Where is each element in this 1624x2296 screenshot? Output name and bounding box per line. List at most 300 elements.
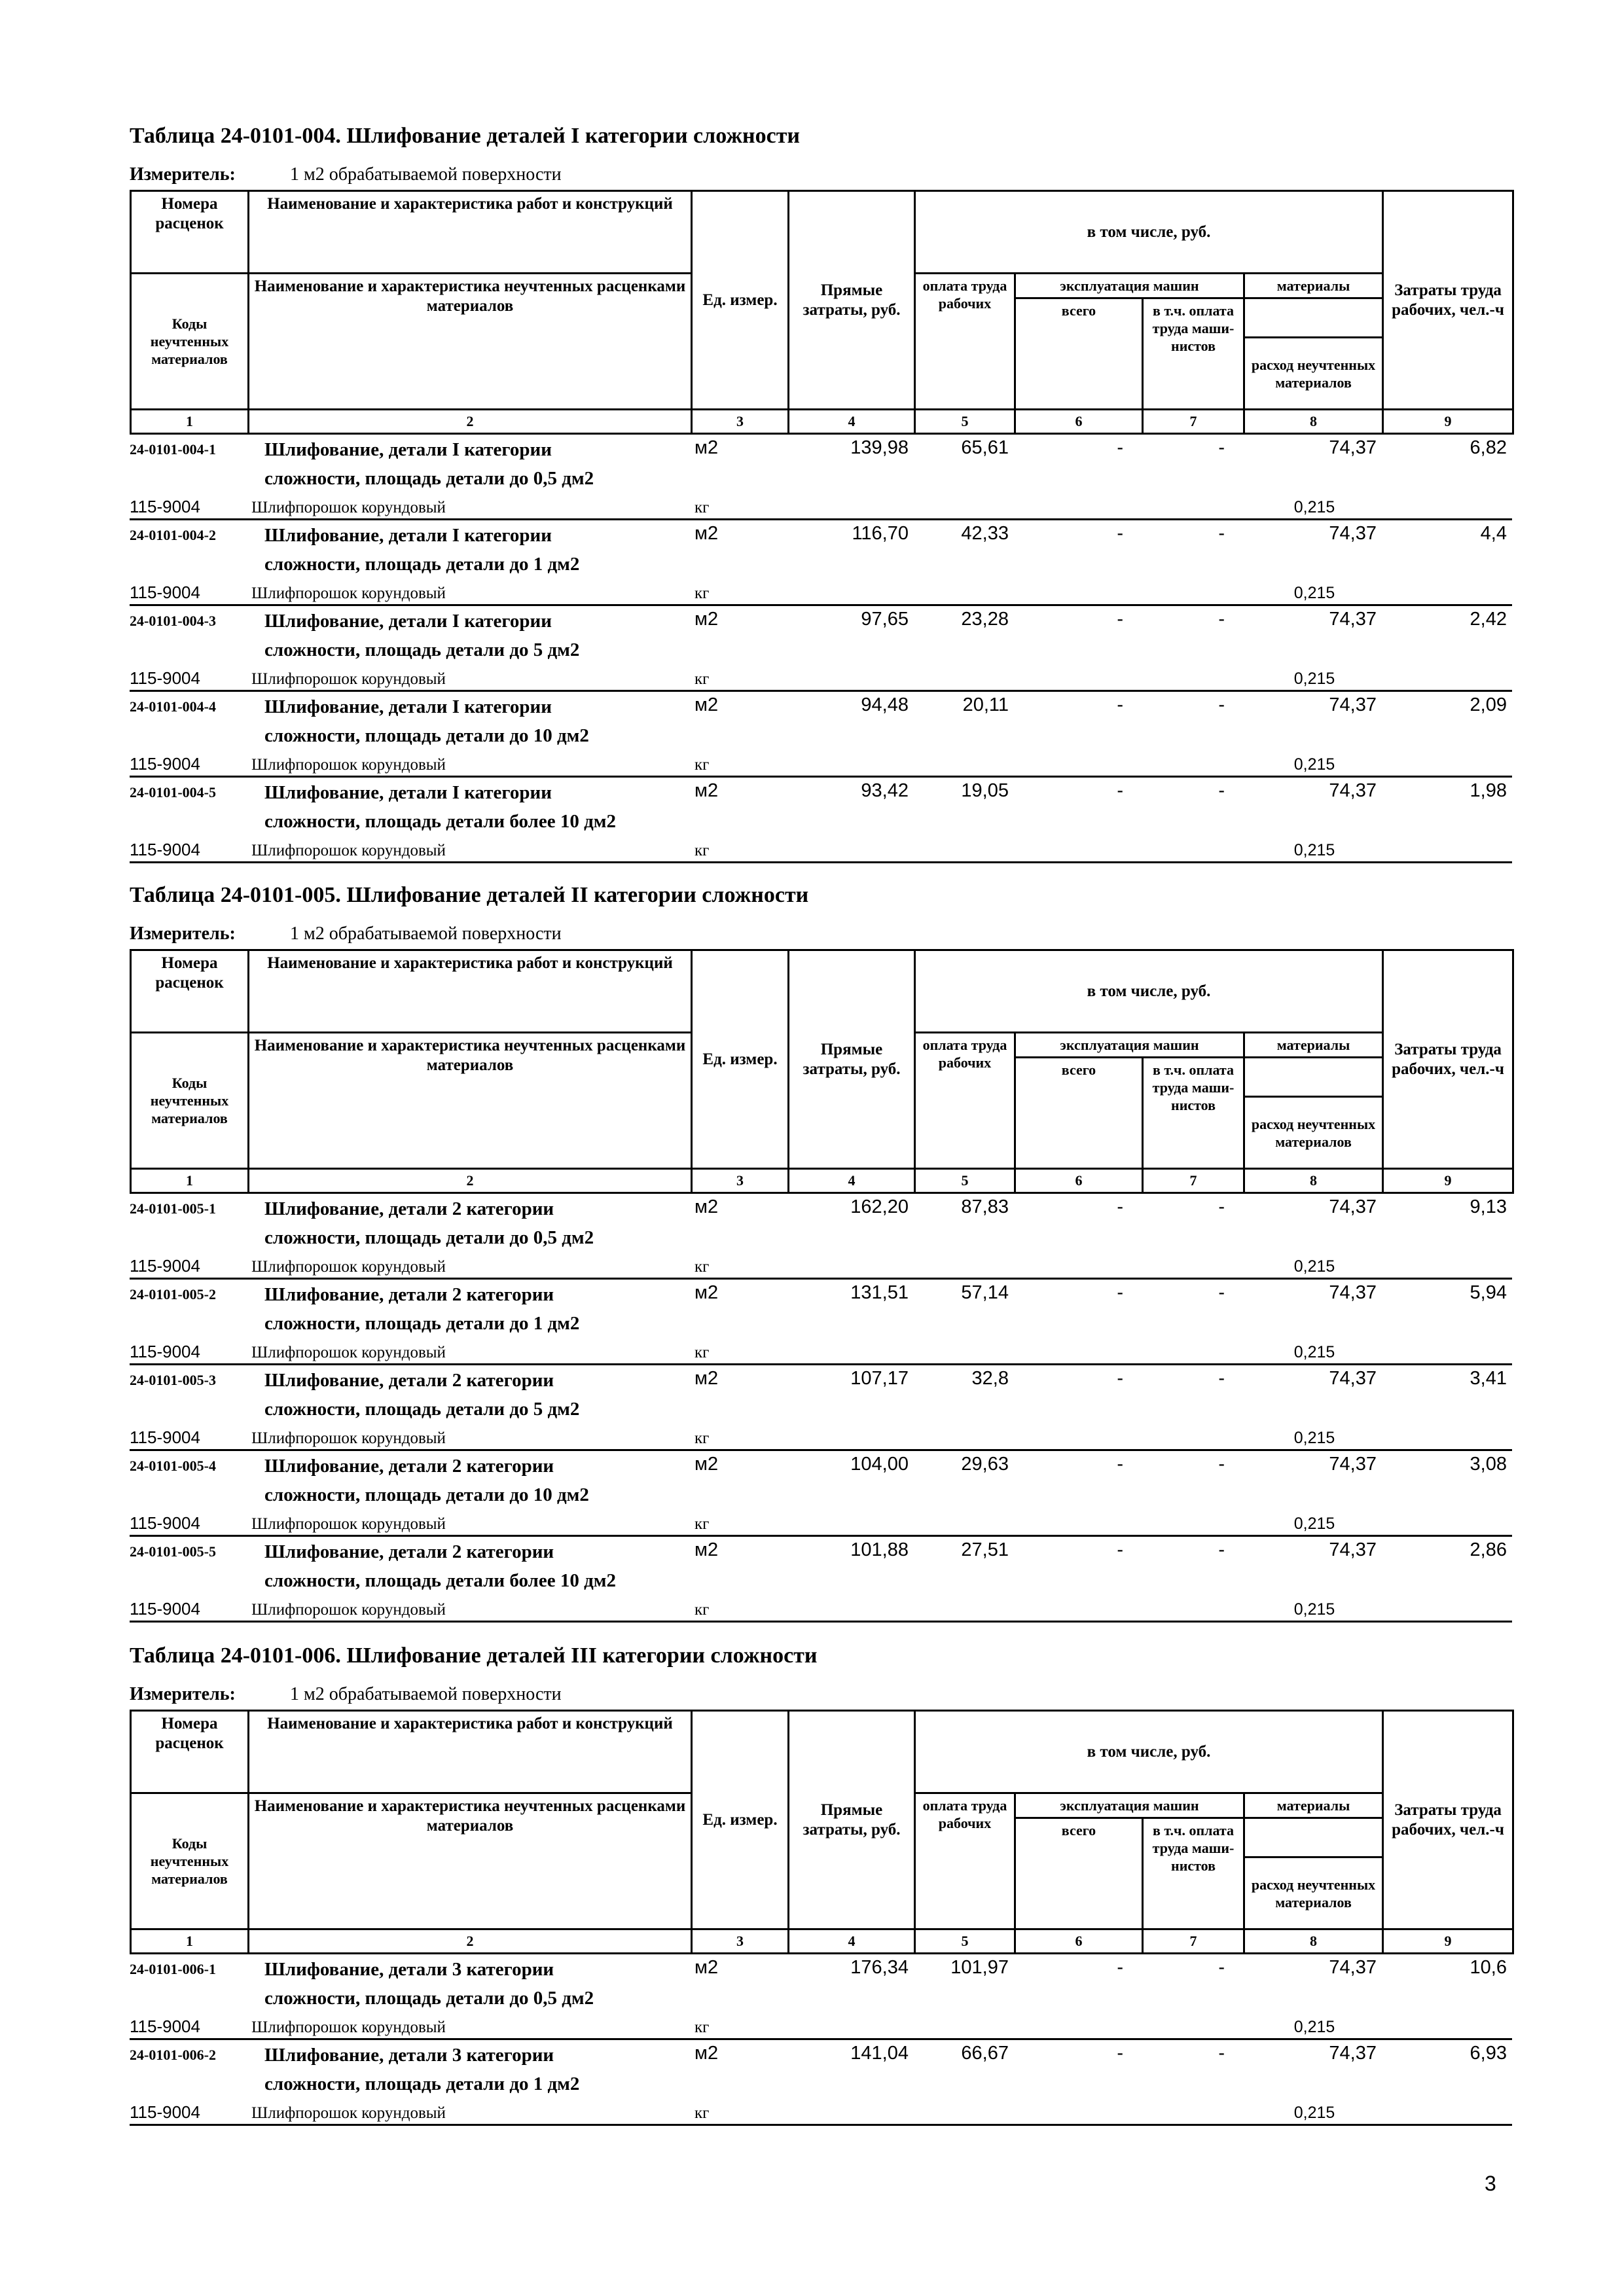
material-row: [130, 1422, 1512, 1450]
empty-cell: [1382, 1593, 1512, 1622]
material-code: 115-9004: [130, 1422, 247, 1450]
materials-cost: 74,37: [1329, 780, 1377, 801]
work-name-line1: Шлифование, детали I категории: [264, 611, 552, 632]
machines-total: -: [1117, 1957, 1123, 1978]
rate-code: 24-0101-004-2: [130, 527, 216, 543]
table-row: [130, 1536, 1512, 1570]
hdr-materialy-gap: [1244, 1058, 1383, 1097]
work-name-line1: Шлифование, детали I категории: [264, 782, 552, 803]
hdr-vsego: всего: [1015, 1818, 1143, 1929]
material-unit: кг: [691, 834, 787, 863]
empty-cell: [914, 1570, 1512, 1593]
hdr-kody: Коды неучтенных материалов: [131, 1793, 249, 1929]
material-unit: кг: [691, 1336, 787, 1365]
table-row-cont: [130, 725, 1512, 748]
empty-cell: [130, 2073, 247, 2096]
empty-cell: [787, 1250, 1243, 1279]
work-name-line1: Шлифование, детали I категории: [264, 525, 552, 546]
table-row: [130, 1365, 1512, 1399]
material-code: 115-9004: [130, 2011, 247, 2039]
material-code: 115-9004: [130, 662, 247, 691]
direct-costs: 139,98: [850, 437, 909, 458]
table-row: [130, 1954, 1512, 1987]
hdr-vsego: всего: [1015, 298, 1143, 410]
hdr-col-num: 5: [915, 1169, 1015, 1193]
machinists-pay: -: [1218, 523, 1225, 544]
empty-cell: [914, 1398, 1512, 1422]
material-qty: 0,215: [1243, 2011, 1382, 2039]
material-qty: 0,215: [1243, 748, 1382, 777]
direct-costs: 93,42: [861, 780, 909, 801]
empty-cell: [130, 1398, 247, 1422]
materials-cost: 74,37: [1329, 1454, 1377, 1475]
work-name-line1: Шлифование, детали 2 категории: [264, 1284, 554, 1305]
material-unit: кг: [691, 1593, 787, 1622]
labor-hours: 2,09: [1470, 694, 1507, 715]
empty-cell: [787, 1593, 1243, 1622]
hdr-materialy: материалы: [1244, 1033, 1383, 1058]
rate-code: 24-0101-005-2: [130, 1286, 216, 1302]
machines-total: -: [1117, 437, 1123, 458]
empty-cell: [130, 1987, 247, 2011]
hdr-col-num: 9: [1383, 410, 1513, 434]
direct-costs: 97,65: [861, 609, 909, 630]
material-unit: кг: [691, 662, 787, 691]
empty-cell: [914, 467, 1512, 491]
measure-label: Измеритель:: [130, 924, 236, 944]
empty-cell: [130, 1484, 247, 1507]
machines-total: -: [1117, 2043, 1123, 2064]
hdr-col-num: 9: [1383, 1929, 1513, 1954]
empty-cell: [130, 553, 247, 577]
empty-cell: [914, 1312, 1512, 1336]
material-qty: 0,215: [1243, 491, 1382, 520]
hdr-ed: Ед. измер.: [692, 950, 789, 1169]
labor-pay: 101,97: [950, 1957, 1009, 1978]
work-name-line2: сложности, площадь детали до 10 дм2: [264, 1484, 589, 1505]
material-code: 115-9004: [130, 577, 247, 605]
labor-pay: 87,83: [961, 1196, 1009, 1217]
rate-code: 24-0101-004-5: [130, 784, 216, 800]
machinists-pay: -: [1218, 437, 1225, 458]
material-qty: 0,215: [1243, 1507, 1382, 1536]
machinists-pay: -: [1218, 609, 1225, 630]
empty-cell: [130, 1227, 247, 1250]
hdr-ekspluat: эксплуатация машин: [1015, 1793, 1244, 1818]
empty-cell: [1382, 662, 1512, 691]
table-block-006: [130, 1643, 1512, 2126]
table-row: [130, 435, 1512, 467]
table-header: [130, 1710, 1514, 1954]
empty-cell: [914, 725, 1512, 748]
table-row-cont: [130, 1987, 1512, 2011]
material-code: 115-9004: [130, 1250, 247, 1279]
direct-costs: 94,48: [861, 694, 909, 715]
machines-total: -: [1117, 780, 1123, 801]
material-name: Шлифпорошок корундовый: [247, 1422, 691, 1450]
rate-code: 24-0101-005-3: [130, 1372, 216, 1388]
work-name-line2: сложности, площадь детали более 10 дм2: [264, 811, 616, 832]
hdr-vtch: в т.ч. оплата труда маши- нистов: [1143, 1818, 1244, 1929]
empty-cell: [787, 577, 1243, 605]
hdr-col-num: 4: [789, 1169, 915, 1193]
unit: м2: [695, 1282, 719, 1303]
table-row-cont: [130, 1398, 1512, 1422]
table-title: Таблица 24-0101-005. Шлифование деталей II категории сложности: [130, 883, 809, 907]
work-name-line1: Шлифование, детали 2 категории: [264, 1456, 554, 1477]
material-qty: 0,215: [1243, 662, 1382, 691]
hdr-naim-rabot: Наименование и характеристика работ и конструкций: [249, 191, 692, 274]
rate-code: 24-0101-005-5: [130, 1543, 216, 1560]
table-title: Таблица 24-0101-004. Шлифование деталей I категории сложности: [130, 124, 801, 148]
machinists-pay: -: [1218, 1539, 1225, 1560]
table-row: [130, 520, 1512, 554]
empty-cell: [787, 491, 1243, 520]
material-code: 115-9004: [130, 2096, 247, 2125]
rate-code: 24-0101-005-4: [130, 1458, 216, 1474]
material-row: [130, 1593, 1512, 1622]
hdr-materialy-gap: [1244, 1818, 1383, 1857]
hdr-col-num: 8: [1244, 410, 1383, 434]
table-rows: [130, 1194, 1512, 1623]
table-row: [130, 691, 1512, 725]
material-code: 115-9004: [130, 748, 247, 777]
labor-pay: 27,51: [961, 1539, 1009, 1560]
empty-cell: [1382, 491, 1512, 520]
machines-total: -: [1117, 1282, 1123, 1303]
machines-total: -: [1117, 609, 1123, 630]
material-row: [130, 2011, 1512, 2039]
empty-cell: [914, 639, 1512, 662]
empty-cell: [1382, 577, 1512, 605]
empty-cell: [787, 2096, 1243, 2125]
rate-code: 24-0101-006-2: [130, 2047, 216, 2063]
material-row: [130, 662, 1512, 691]
table-header: [130, 949, 1514, 1194]
hdr-v-tom-chisle: в том числе, руб.: [915, 950, 1383, 1033]
material-code: 115-9004: [130, 1593, 247, 1622]
material-row: [130, 834, 1512, 863]
machines-total: -: [1117, 1539, 1123, 1560]
work-name-line2: сложности, площадь детали до 0,5 дм2: [264, 1227, 594, 1248]
empty-cell: [914, 553, 1512, 577]
table-rows: [130, 1954, 1512, 2126]
labor-pay: 42,33: [961, 523, 1009, 544]
unit: м2: [695, 1957, 719, 1978]
unit: м2: [695, 1196, 719, 1217]
work-name-line1: Шлифование, детали 3 категории: [264, 1959, 554, 1980]
table-row-cont: [130, 1484, 1512, 1507]
direct-costs: 104,00: [850, 1454, 909, 1475]
material-name: Шлифпорошок корундовый: [247, 662, 691, 691]
rate-code: 24-0101-006-1: [130, 1961, 216, 1977]
empty-cell: [914, 1484, 1512, 1507]
hdr-naim-mat: Наименование и характеристика неучтенных расценками материалов: [249, 274, 692, 410]
material-code: 115-9004: [130, 1336, 247, 1365]
material-unit: кг: [691, 2096, 787, 2125]
labor-hours: 9,13: [1470, 1196, 1507, 1217]
empty-cell: [914, 2073, 1512, 2096]
hdr-materialy: материалы: [1244, 1793, 1383, 1818]
hdr-ed: Ед. измер.: [692, 191, 789, 410]
rate-code: 24-0101-004-3: [130, 613, 216, 629]
material-name: Шлифпорошок корундовый: [247, 1593, 691, 1622]
hdr-col-num: 1: [131, 1169, 249, 1193]
hdr-col-num: 7: [1143, 410, 1244, 434]
empty-cell: [1382, 748, 1512, 777]
material-row: [130, 491, 1512, 520]
direct-costs: 176,34: [850, 1957, 909, 1978]
table-row: [130, 2039, 1512, 2073]
table-rows: [130, 435, 1512, 863]
empty-cell: [130, 467, 247, 491]
labor-pay: 20,11: [962, 694, 1009, 715]
labor-hours: 4,4: [1480, 523, 1507, 544]
work-name-line1: Шлифование, детали 2 категории: [264, 1541, 554, 1562]
hdr-vtch: в т.ч. оплата труда маши- нистов: [1143, 1058, 1244, 1169]
table-row-cont: [130, 639, 1512, 662]
empty-cell: [1382, 2096, 1512, 2125]
hdr-col-num: 3: [692, 410, 789, 434]
material-qty: 0,215: [1243, 2096, 1382, 2125]
materials-cost: 74,37: [1329, 2043, 1377, 2064]
material-unit: кг: [691, 1507, 787, 1536]
measure-line: [130, 1683, 1512, 1710]
machinists-pay: -: [1218, 2043, 1225, 2064]
table-block-005: [130, 882, 1512, 1623]
direct-costs: 131,51: [850, 1282, 909, 1303]
hdr-pryamye: Прямые затраты, руб.: [789, 950, 915, 1169]
table-row: [130, 777, 1512, 811]
empty-cell: [914, 810, 1512, 834]
table-row: [130, 1279, 1512, 1313]
hdr-oplata: оплата труда рабочих: [915, 1793, 1015, 1929]
direct-costs: 107,17: [850, 1368, 909, 1389]
work-name-line1: Шлифование, детали I категории: [264, 696, 552, 717]
empty-cell: [1382, 1507, 1512, 1536]
hdr-naim-mat: Наименование и характеристика неучтенных расценками материалов: [249, 1033, 692, 1169]
material-unit: кг: [691, 491, 787, 520]
empty-cell: [130, 639, 247, 662]
direct-costs: 116,70: [852, 523, 909, 544]
materials-cost: 74,37: [1329, 1196, 1377, 1217]
material-code: 115-9004: [130, 1507, 247, 1536]
table-row-cont: [130, 810, 1512, 834]
work-name-line2: сложности, площадь детали более 10 дм2: [264, 1570, 616, 1591]
machinists-pay: -: [1218, 780, 1225, 801]
materials-cost: 74,37: [1329, 523, 1377, 544]
material-name: Шлифпорошок корундовый: [247, 577, 691, 605]
hdr-rashod: расход неучтенных материалов: [1244, 1857, 1383, 1929]
materials-cost: 74,37: [1329, 609, 1377, 630]
hdr-materialy-gap: [1244, 298, 1383, 338]
empty-cell: [914, 1227, 1512, 1250]
hdr-col-num: 2: [249, 410, 692, 434]
work-name-line2: сложности, площадь детали до 0,5 дм2: [264, 1988, 594, 2009]
materials-cost: 74,37: [1329, 1368, 1377, 1389]
material-row: [130, 577, 1512, 605]
labor-pay: 23,28: [961, 609, 1009, 630]
unit: м2: [695, 780, 719, 801]
hdr-rashod: расход неучтенных материалов: [1244, 1097, 1383, 1169]
hdr-kody: Коды неучтенных материалов: [131, 274, 249, 410]
work-name-line1: Шлифование, детали I категории: [264, 439, 552, 460]
work-name-line1: Шлифование, детали 2 категории: [264, 1198, 554, 1219]
labor-hours: 2,86: [1470, 1539, 1507, 1560]
empty-cell: [130, 1570, 247, 1593]
machinists-pay: -: [1218, 694, 1225, 715]
hdr-vsego: всего: [1015, 1058, 1143, 1169]
materials-cost: 74,37: [1329, 1539, 1377, 1560]
work-name-line2: сложности, площадь детали до 1 дм2: [264, 1313, 580, 1334]
direct-costs: 141,04: [850, 2043, 909, 2064]
labor-pay: 57,14: [961, 1282, 1009, 1303]
material-code: 115-9004: [130, 491, 247, 520]
work-name-line2: сложности, площадь детали до 10 дм2: [264, 725, 589, 746]
rate-code: 24-0101-005-1: [130, 1200, 216, 1217]
direct-costs: 101,88: [850, 1539, 909, 1560]
rate-code: 24-0101-004-4: [130, 698, 216, 715]
material-unit: кг: [691, 1250, 787, 1279]
empty-cell: [787, 662, 1243, 691]
empty-cell: [787, 1507, 1243, 1536]
measure-line: [130, 923, 1512, 949]
table-row: [130, 1450, 1512, 1484]
hdr-oplata: оплата труда рабочих: [915, 1033, 1015, 1169]
labor-hours: 10,6: [1470, 1957, 1507, 1978]
hdr-ekspluat: эксплуатация машин: [1015, 1033, 1244, 1058]
material-name: Шлифпорошок корундовый: [247, 1507, 691, 1536]
empty-cell: [1382, 834, 1512, 863]
hdr-pryamye: Прямые затраты, руб.: [789, 191, 915, 410]
unit: м2: [695, 1539, 719, 1560]
empty-cell: [787, 2011, 1243, 2039]
material-name: Шлифпорошок корундовый: [247, 1250, 691, 1279]
hdr-naim-rabot: Наименование и характеристика работ и конструкций: [249, 950, 692, 1033]
empty-cell: [130, 810, 247, 834]
work-name-line2: сложности, площадь детали до 5 дм2: [264, 1399, 580, 1420]
hdr-pryamye: Прямые затраты, руб.: [789, 1711, 915, 1929]
material-qty: 0,215: [1243, 1422, 1382, 1450]
table-row-cont: [130, 1312, 1512, 1336]
hdr-col-num: 6: [1015, 1929, 1143, 1954]
table-row-cont: [130, 467, 1512, 491]
hdr-ekspluat: эксплуатация машин: [1015, 274, 1244, 298]
machines-total: -: [1117, 1454, 1123, 1475]
material-qty: 0,215: [1243, 1250, 1382, 1279]
hdr-col-num: 9: [1383, 1169, 1513, 1193]
hdr-col-num: 2: [249, 1929, 692, 1954]
machinists-pay: -: [1218, 1368, 1225, 1389]
table-row-cont: [130, 1570, 1512, 1593]
material-name: Шлифпорошок корундовый: [247, 748, 691, 777]
table-block-004: [130, 123, 1512, 863]
material-unit: кг: [691, 748, 787, 777]
measure-value: 1 м2 обрабатываемой поверхности: [290, 924, 562, 944]
empty-cell: [1382, 1250, 1512, 1279]
hdr-col-num: 6: [1015, 410, 1143, 434]
material-row: [130, 1250, 1512, 1279]
hdr-nomera: Номера расценок: [131, 1711, 249, 1793]
hdr-zatraty: Затраты труда рабочих, чел.-ч: [1383, 1711, 1513, 1929]
material-name: Шлифпорошок корундовый: [247, 491, 691, 520]
material-qty: 0,215: [1243, 1593, 1382, 1622]
hdr-nomera: Номера расценок: [131, 191, 249, 274]
materials-cost: 74,37: [1329, 694, 1377, 715]
machines-total: -: [1117, 1368, 1123, 1389]
labor-hours: 6,93: [1470, 2043, 1507, 2064]
materials-cost: 74,37: [1329, 1282, 1377, 1303]
hdr-nomera: Номера расценок: [131, 950, 249, 1033]
labor-hours: 1,98: [1470, 780, 1507, 801]
machinists-pay: -: [1218, 1196, 1225, 1217]
labor-pay: 19,05: [961, 780, 1009, 801]
empty-cell: [1382, 2011, 1512, 2039]
unit: м2: [695, 2043, 719, 2064]
unit: м2: [695, 437, 719, 458]
labor-pay: 29,63: [961, 1454, 1009, 1475]
material-name: Шлифпорошок корундовый: [247, 834, 691, 863]
hdr-col-num: 5: [915, 1929, 1015, 1954]
labor-hours: 6,82: [1470, 437, 1507, 458]
hdr-col-num: 8: [1244, 1169, 1383, 1193]
table-row-cont: [130, 553, 1512, 577]
hdr-materialy: материалы: [1244, 274, 1383, 298]
material-name: Шлифпорошок корундовый: [247, 1336, 691, 1365]
unit: м2: [695, 609, 719, 630]
material-qty: 0,215: [1243, 577, 1382, 605]
measure-label: Измеритель:: [130, 1684, 236, 1704]
material-unit: кг: [691, 2011, 787, 2039]
hdr-v-tom-chisle: в том числе, руб.: [915, 1711, 1383, 1793]
material-row: [130, 748, 1512, 777]
material-unit: кг: [691, 1422, 787, 1450]
machinists-pay: -: [1218, 1957, 1225, 1978]
unit: м2: [695, 694, 719, 715]
hdr-col-num: 4: [789, 410, 915, 434]
hdr-vtch: в т.ч. оплата труда маши- нистов: [1143, 298, 1244, 410]
hdr-ed: Ед. измер.: [692, 1711, 789, 1929]
material-row: [130, 1507, 1512, 1536]
measure-value: 1 м2 обрабатываемой поверхности: [290, 164, 562, 185]
hdr-zatraty: Затраты труда рабочих, чел.-ч: [1383, 191, 1513, 410]
empty-cell: [130, 725, 247, 748]
table-title: Таблица 24-0101-006. Шлифование деталей III категории сложности: [130, 1643, 818, 1668]
rate-code: 24-0101-004-1: [130, 441, 216, 457]
material-name: Шлифпорошок корундовый: [247, 2096, 691, 2125]
labor-hours: 5,94: [1470, 1282, 1507, 1303]
material-unit: кг: [691, 577, 787, 605]
machines-total: -: [1117, 1196, 1123, 1217]
material-name: Шлифпорошок корундовый: [247, 2011, 691, 2039]
hdr-oplata: оплата труда рабочих: [915, 274, 1015, 410]
work-name-line2: сложности, площадь детали до 0,5 дм2: [264, 468, 594, 489]
page-number: 3: [1485, 2172, 1496, 2195]
material-qty: 0,215: [1243, 1336, 1382, 1365]
hdr-col-num: 5: [915, 410, 1015, 434]
hdr-col-num: 4: [789, 1929, 915, 1954]
work-name-line2: сложности, площадь детали до 5 дм2: [264, 639, 580, 660]
hdr-col-num: 1: [131, 410, 249, 434]
hdr-naim-rabot: Наименование и характеристика работ и конструкций: [249, 1711, 692, 1793]
hdr-col-num: 3: [692, 1169, 789, 1193]
labor-pay: 65,61: [961, 437, 1009, 458]
empty-cell: [1382, 1422, 1512, 1450]
labor-hours: 3,41: [1470, 1368, 1507, 1389]
table-row-cont: [130, 2073, 1512, 2096]
direct-costs: 162,20: [850, 1196, 909, 1217]
materials-cost: 74,37: [1329, 1957, 1377, 1978]
